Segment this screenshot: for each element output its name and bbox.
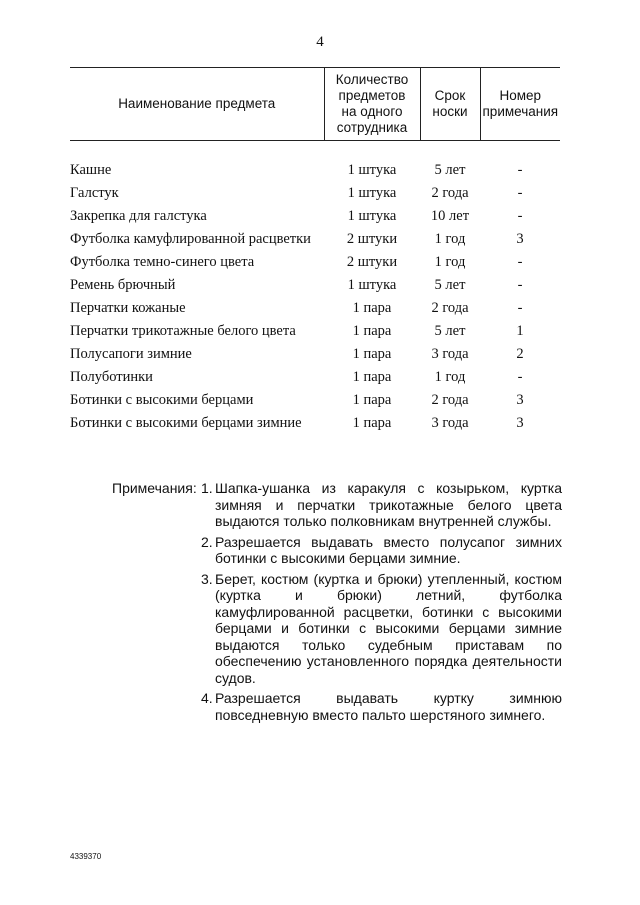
note-item bbox=[201, 480, 562, 530]
clothing-table-container bbox=[70, 67, 560, 435]
table-row bbox=[70, 228, 560, 251]
cell-item-name: Галстук bbox=[70, 185, 119, 201]
cell-item-name: Полуботинки bbox=[70, 369, 153, 385]
cell-note-number: 1 bbox=[516, 323, 524, 339]
cell-item-name: Перчатки трикотажные белого цвета bbox=[70, 323, 296, 339]
cell-term: 1 год bbox=[434, 231, 466, 247]
notes-label: Примечания: bbox=[112, 480, 197, 496]
note-text: Разрешается выдавать вместо полусапог зимних ботинки с высокими берцами зимние. bbox=[215, 533, 562, 566]
note-text: Разрешается выдавать куртку зимнюю повседневную вместо пальто шерстяного зимнего. bbox=[215, 690, 562, 723]
table-row bbox=[70, 366, 560, 389]
table-row bbox=[70, 412, 560, 435]
cell-quantity: 1 пара bbox=[352, 300, 392, 316]
cell-term: 2 года bbox=[431, 392, 469, 408]
table-row bbox=[70, 389, 560, 412]
table-row bbox=[70, 343, 560, 366]
header-note-number: Номер примечания bbox=[480, 68, 560, 141]
cell-term: 2 года bbox=[431, 185, 469, 201]
cell-term: 1 год bbox=[434, 369, 466, 385]
clothing-table bbox=[70, 67, 560, 435]
cell-note-number: 2 bbox=[516, 346, 524, 362]
document-code: 4339370 bbox=[70, 852, 102, 861]
cell-item-name: Перчатки кожаные bbox=[70, 300, 186, 316]
cell-term: 10 лет bbox=[430, 208, 470, 224]
cell-note-number: 3 bbox=[516, 415, 524, 431]
cell-term: 1 год bbox=[434, 254, 466, 270]
cell-quantity: 1 пара bbox=[352, 369, 392, 385]
cell-quantity: 2 штуки bbox=[346, 231, 398, 247]
cell-quantity: 1 штука bbox=[347, 208, 397, 224]
table-body bbox=[70, 141, 560, 436]
cell-item-name: Ботинки с высокими берцами bbox=[70, 392, 254, 408]
cell-term: 5 лет bbox=[434, 277, 466, 293]
table-row bbox=[70, 182, 560, 205]
note-text: Шапка-ушанка из каракуля с козырьком, куртка зимняя и перчатки трикотажные белого цвета выдаются только полковникам внутренней службы. bbox=[215, 480, 562, 529]
cell-quantity: 1 пара bbox=[352, 346, 392, 362]
table-row bbox=[70, 274, 560, 297]
table-spacer bbox=[70, 141, 560, 160]
cell-note-number: - bbox=[517, 277, 523, 293]
header-item-name: Наименование предмета bbox=[70, 68, 324, 141]
cell-note-number: - bbox=[517, 208, 523, 224]
cell-term: 3 года bbox=[431, 346, 469, 362]
cell-note-number: 3 bbox=[516, 392, 524, 408]
header-quantity: Количество предметов на одного сотрудника bbox=[324, 68, 420, 141]
cell-note-number: - bbox=[517, 185, 523, 201]
cell-item-name: Футболка темно-синего цвета bbox=[70, 254, 255, 270]
header-term: Срок носки bbox=[420, 68, 480, 141]
cell-quantity: 2 штуки bbox=[346, 254, 398, 270]
table-row bbox=[70, 297, 560, 320]
cell-term: 5 лет bbox=[434, 323, 466, 339]
notes-list bbox=[112, 480, 562, 723]
cell-quantity: 1 штука bbox=[347, 185, 397, 201]
cell-quantity: 1 штука bbox=[347, 277, 397, 293]
cell-quantity: 1 штука bbox=[347, 162, 397, 178]
cell-quantity: 1 пара bbox=[352, 323, 392, 339]
cell-item-name: Футболка камуфлированной расцветки bbox=[70, 231, 311, 247]
cell-item-name: Кашне bbox=[70, 162, 112, 178]
note-number: 4. bbox=[201, 690, 213, 706]
note-item bbox=[201, 690, 562, 723]
cell-note-number: 3 bbox=[516, 231, 524, 247]
table-header-row bbox=[70, 68, 560, 141]
cell-term: 5 лет bbox=[434, 162, 466, 178]
table-row bbox=[70, 251, 560, 274]
cell-term: 2 года bbox=[431, 300, 469, 316]
cell-term: 3 года bbox=[431, 415, 469, 431]
cell-item-name: Ремень брючный bbox=[70, 277, 176, 293]
cell-item-name: Полусапоги зимние bbox=[70, 346, 192, 362]
cell-quantity: 1 пара bbox=[352, 415, 392, 431]
note-item bbox=[201, 534, 562, 567]
note-number: 1. bbox=[201, 480, 213, 496]
page-number: 4 bbox=[316, 34, 324, 50]
cell-quantity: 1 пара bbox=[352, 392, 392, 408]
cell-item-name: Закрепка для галстука bbox=[70, 208, 207, 224]
table-row bbox=[70, 159, 560, 182]
table-row bbox=[70, 205, 560, 228]
cell-note-number: - bbox=[517, 254, 523, 270]
note-text: Берет, костюм (куртка и брюки) утепленный, костюм (куртка и брюки) летний, футболка камуфлированной расцветки, ботинки с высокими берцами и ботинки с высокими берцами зимние выдаются только судебным приставам по обеспечению установленного порядка деятельности судов. bbox=[215, 570, 562, 686]
note-number: 2. bbox=[201, 533, 213, 550]
note-item bbox=[201, 571, 562, 687]
table-row bbox=[70, 320, 560, 343]
notes-section bbox=[112, 480, 562, 727]
cell-note-number: - bbox=[517, 162, 523, 178]
note-number: 3. bbox=[201, 570, 213, 587]
cell-note-number: - bbox=[517, 369, 523, 385]
cell-item-name: Ботинки с высокими берцами зимние bbox=[70, 415, 302, 431]
cell-note-number: - bbox=[517, 300, 523, 316]
